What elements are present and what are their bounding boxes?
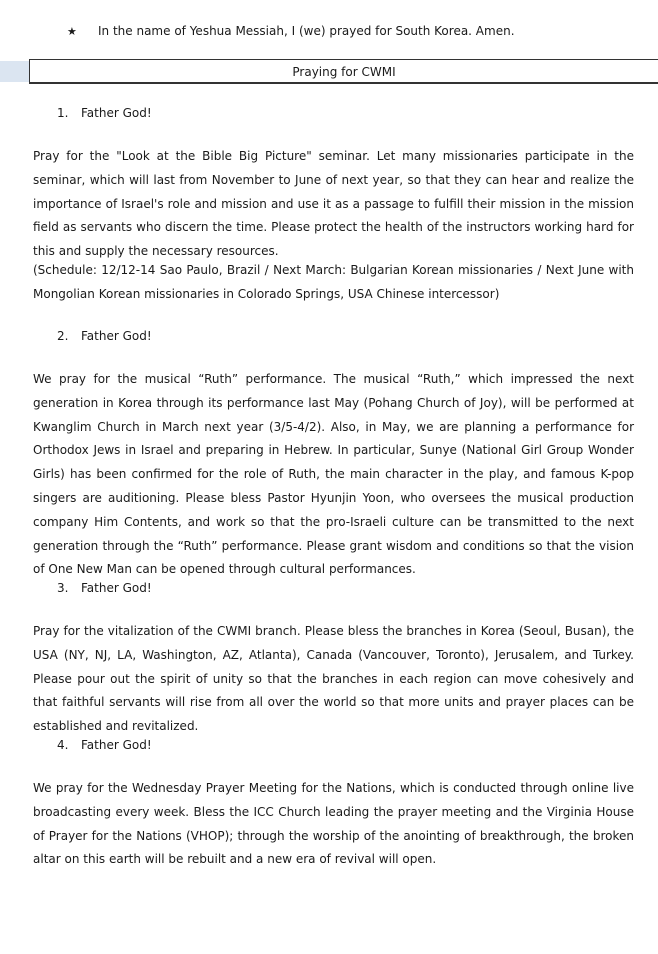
item-heading-2 <box>57 327 152 345</box>
item-heading-text: Father God! <box>81 738 152 752</box>
intro-bullet-line <box>67 22 515 41</box>
item-4-paragraph-1: We pray for the Wednesday Prayer Meeting for the Nations, which is conducted through online live broadcasting every week. Bless the ICC Church leading the prayer meeting and the Virginia House of Prayer for the Nations (VHOP); through the worship of the anointing of breakthrough, the broken altar on this earth will be rebuilt and a new era of revival will open. <box>33 781 634 867</box>
item-number: 3. <box>57 581 69 595</box>
item-number: 4. <box>57 738 69 752</box>
item-2-paragraph-1: We pray for the musical “Ruth” performance. The musical “Ruth,” which impressed the next generation in Korea through its performance last May (Pohang Church of Joy), will be performed at Kwanglim Church in March next year (3/5-4/2). Also, in May, we are planning a performance for Orthodox Jews in Israel and preparing in Hebrew. In particular, Sunye (National Girl Group Wonder Girls) has been confirmed for the role of Ruth, the main character in the play, and famous K-pop singers are auditioning. Please bless Pastor Hyunjin Yoon, who oversees the musical production company Him Contents, and work so that the pro-Israeli culture can be transmitted to the next generation through the “Ruth” performance. Please grant wisdom and conditions so that the vision of One New Man can be opened through cultural performances. <box>33 372 634 577</box>
item-heading-text: Father God! <box>81 329 152 343</box>
section-title: Praying for CWMI <box>29 59 658 84</box>
item-heading-4 <box>57 736 152 754</box>
item-heading-text: Father God! <box>81 581 152 595</box>
item-1-paragraph-1: Pray for the "Look at the Bible Big Picture" seminar. Let many missionaries participate in the seminar, which will last from November to June of next year, so that they can hear and realize the importance of Israel's role and mission and use it as a passage to fulfill their mission in the mission field as servants who discern the time. Please protect the health of the instructors working hard for this and supply the necessary resources. <box>33 149 634 259</box>
item-1-paragraph-2: (Schedule: 12/12-14 Sao Paulo, Brazil / Next March: Bulgarian Korean missionaries / Next June with Mongolian Korean missionaries in Colorado Springs, USA Chinese intercessor) <box>33 263 634 301</box>
item-number: 2. <box>57 329 69 343</box>
item-3-paragraph-1: Pray for the vitalization of the CWMI branch. Please bless the branches in Korea (Seoul, Busan), the USA (NY, NJ, LA, Washington, AZ, Atlanta), Canada (Vancouver, Toronto), Jerusalem, and Turkey. Please pour out the spirit of unity so that the branches in each region can move cohesively and that faithful servants will rise from all over the world so that more units and prayer places can be established and revitalized. <box>33 624 634 734</box>
item-heading-text: Father God! <box>81 106 152 120</box>
item-heading-3 <box>57 579 152 597</box>
item-heading-1 <box>57 104 152 122</box>
intro-text: In the name of Yeshua Messiah, I (we) prayed for South Korea. Amen. <box>98 24 515 38</box>
item-number: 1. <box>57 106 69 120</box>
star-bullet-icon: ★ <box>67 25 77 38</box>
